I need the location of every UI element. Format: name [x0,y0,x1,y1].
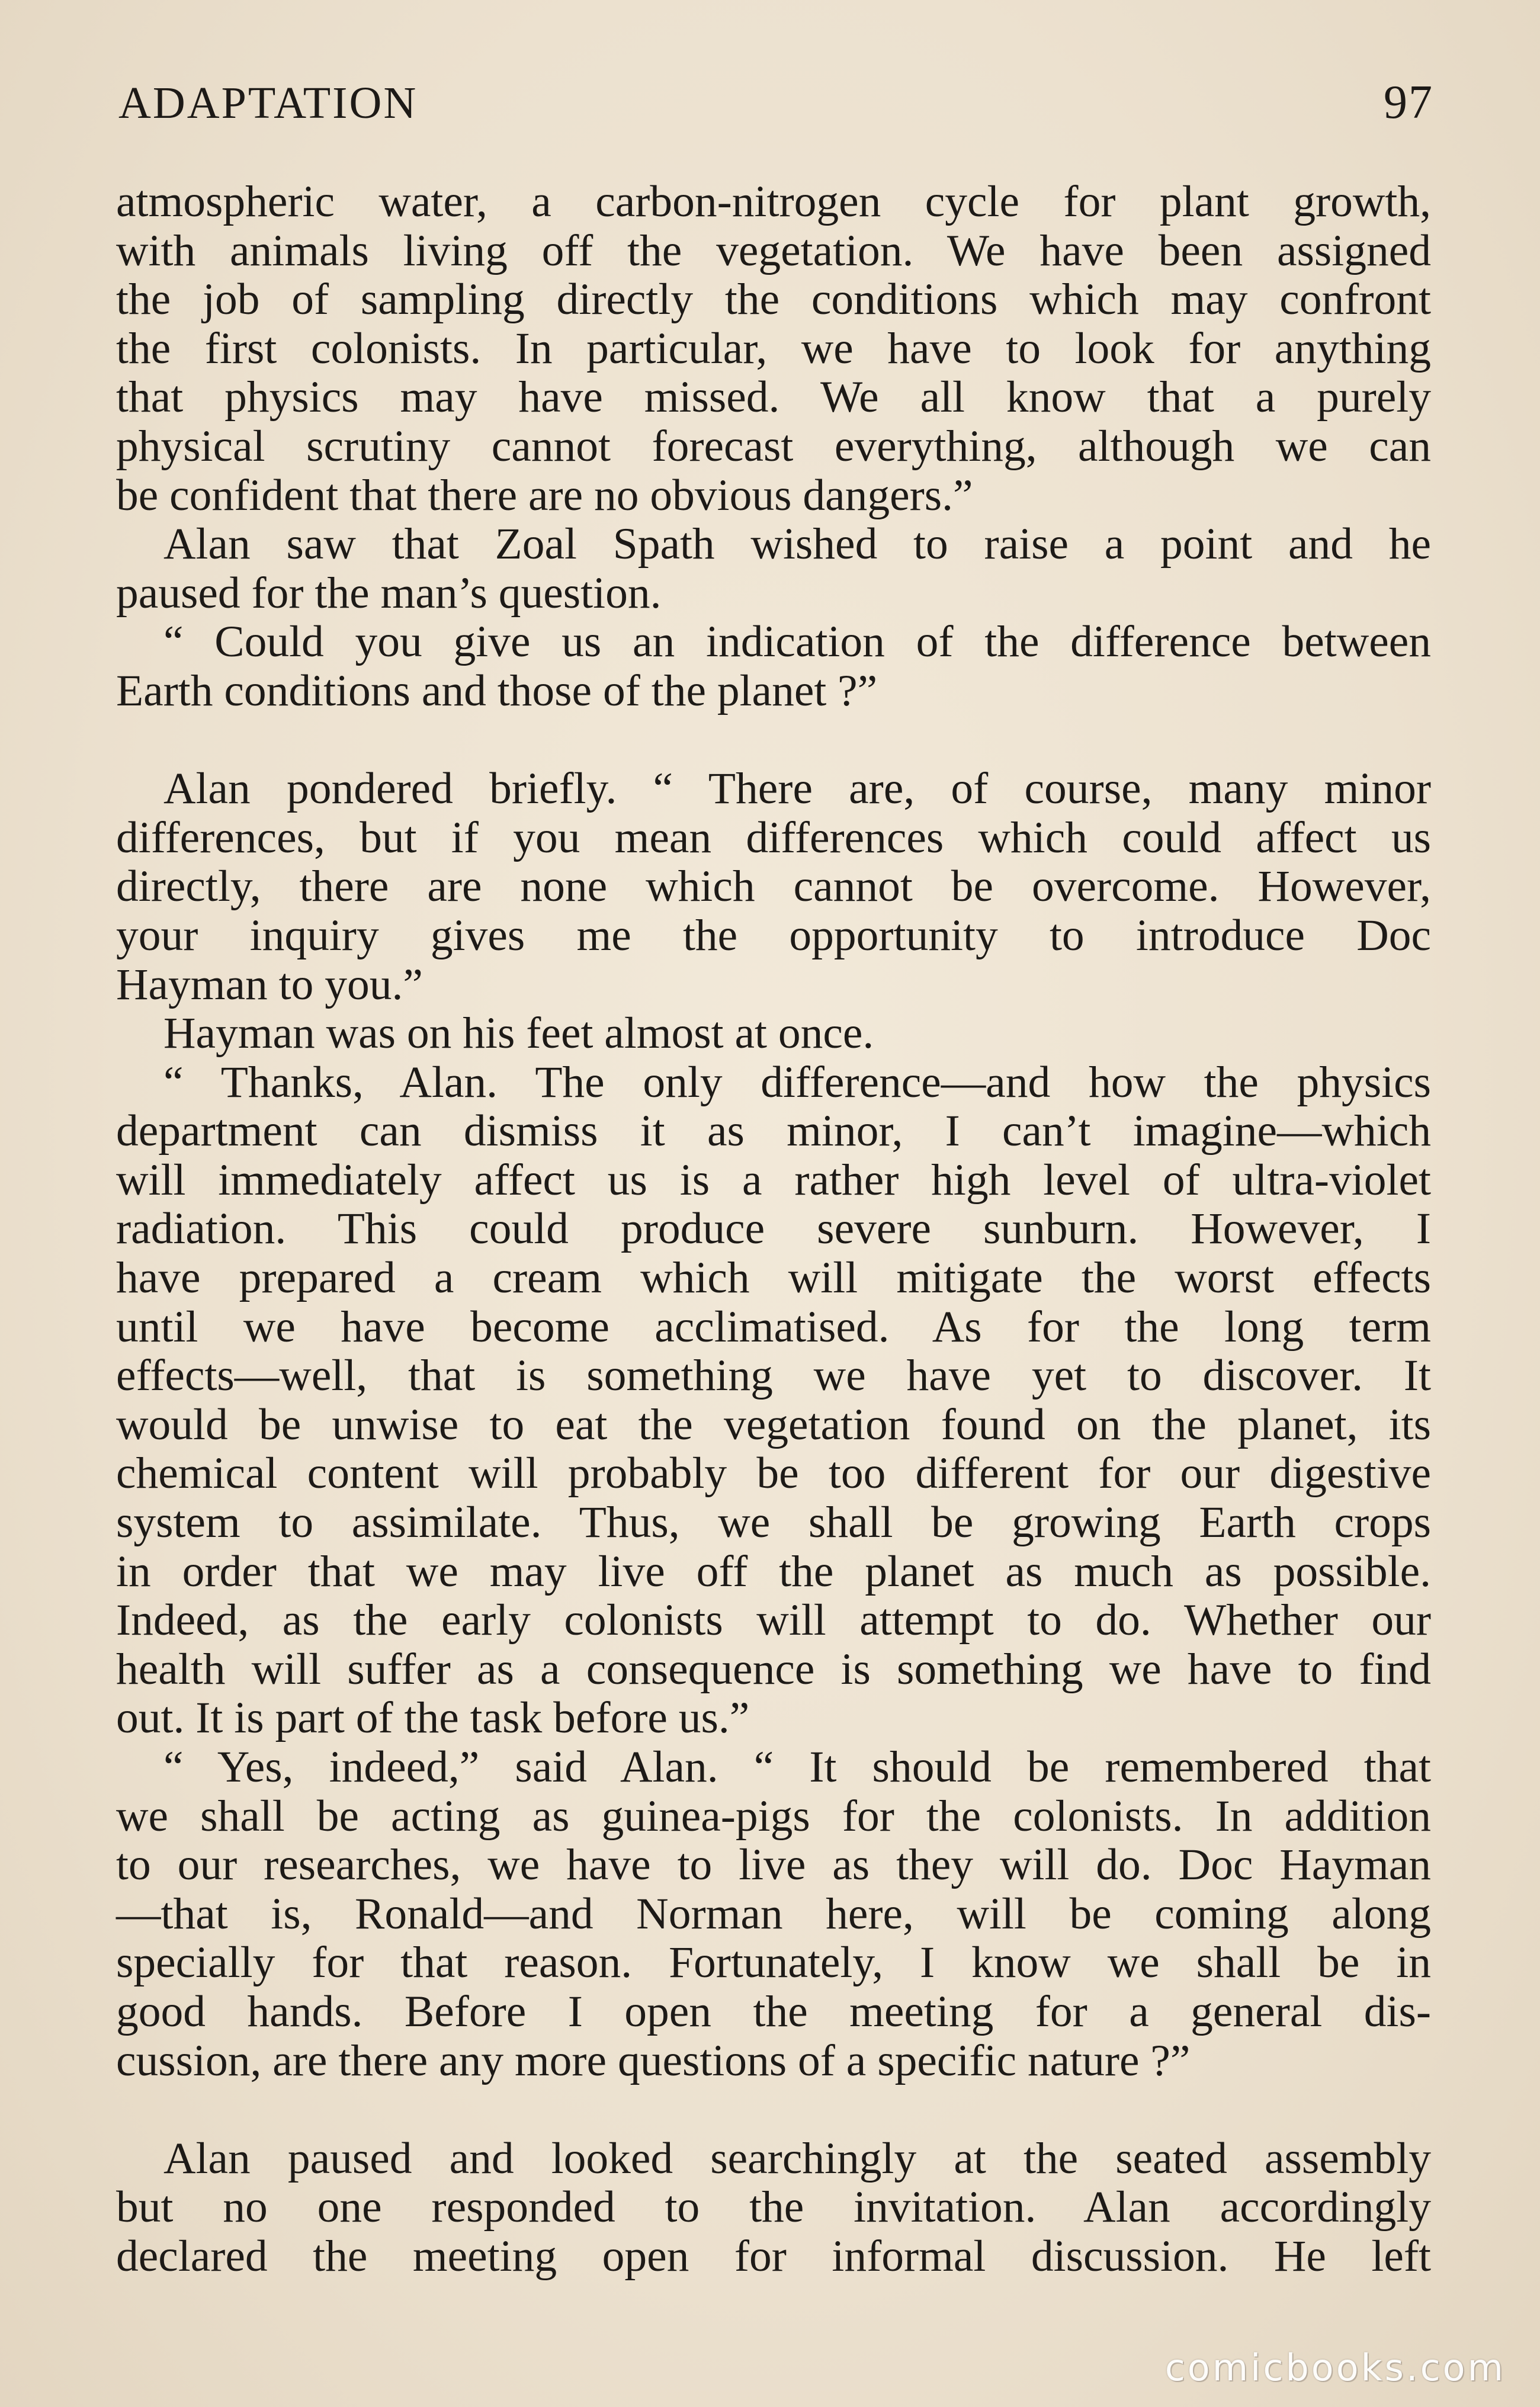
text-line: effects—well, that is something we have yet to discover. It [116,1351,1431,1401]
text-line: paused for the man’s question. [116,568,662,618]
text-line: to our researches, we have to live as they will do. Doc Hayman [116,1840,1431,1890]
text-line: health will suffer as a consequence is something we have to find [116,1644,1431,1694]
body-text [116,178,1431,2281]
text-line: would be unwise to eat the vegetation found on the planet, its [116,1400,1431,1449]
text-line: the job of sampling directly the conditions which may confront [116,275,1431,325]
text-line: declared the meeting open for informal discussion. He left [116,2231,1431,2281]
text-line: “ Could you give us an indication of the difference between [163,617,1431,667]
text-line: cussion, are there any more questions of a specific nature ?” [116,2036,1191,2085]
text-line: system to assimilate. Thus, we shall be growing Earth crops [116,1498,1431,1548]
text-line: we shall be acting as guinea-pigs for the colonists. In addition [116,1791,1431,1841]
text-line: but no one responded to the invitation. Alan accordingly [116,2183,1431,2232]
text-line: department can dismiss it as minor, I can’t imagine—which [116,1106,1431,1156]
text-line: Alan pondered briefly. “ There are, of course, many minor [163,764,1431,814]
text-line: radiation. This could produce severe sunburn. However, I [116,1204,1431,1254]
text-line: “ Yes, indeed,” said Alan. “ It should be remembered that [163,1742,1431,1792]
text-line: specially for that reason. Fortunately, I know we shall be in [116,1938,1431,1988]
text-line: Alan saw that Zoal Spath wished to raise a point and he [163,519,1431,569]
text-line: atmospheric water, a carbon-nitrogen cycle for plant growth, [116,177,1431,226]
text-line: directly, there are none which cannot be overcome. However, [116,862,1431,912]
page-number: 97 [1384,76,1433,129]
text-line: in order that we may live off the planet as much as possible. [116,1546,1431,1596]
text-line: the first colonists. In particular, we have to look for anything [116,323,1431,373]
text-line: chemical content will probably be too different for our digestive [116,1449,1431,1498]
text-line: physical scrutiny cannot forecast everything, although we can [116,421,1431,471]
text-line: until we have become acclimatised. As for the long term [116,1302,1431,1352]
text-line: Hayman was on his feet almost at once. [163,1009,874,1058]
text-line: be confident that there are no obvious dangers.” [116,470,973,520]
text-line: differences, but if you mean differences which could affect us [116,813,1431,862]
text-line: that physics may have missed. We all know that a purely [116,373,1431,422]
text-line: with animals living off the vegetation. We have been assigned [116,226,1431,275]
paragraph-gap [116,716,1431,765]
text-line: out. It is part of the task before us.” [116,1693,750,1743]
text-line: good hands. Before I open the meeting for a general dis- [116,1986,1431,2036]
text-line: Alan paused and looked searchingly at the seated assembly [163,2133,1431,2183]
paragraph-gap [116,2085,1431,2135]
watermark: comicbooks.com [1164,2346,1506,2389]
running-head [118,76,1433,135]
text-line: have prepared a cream which will mitigate the worst effects [116,1253,1431,1303]
text-line: Hayman to you.” [116,959,423,1009]
text-line: will immediately affect us is a rather high level of ultra-violet [116,1155,1431,1205]
chapter-title: ADAPTATION [118,78,418,128]
text-line: your inquiry gives me the opportunity to introduce Doc [116,910,1431,960]
text-line: Earth conditions and those of the planet ?” [116,666,878,715]
text-line: “ Thanks, Alan. The only difference—and how the physics [163,1057,1431,1107]
text-line: —that is, Ronald—and Norman here, will be coming along [116,1889,1431,1939]
text-line: Indeed, as the early colonists will attempt to do. Whether our [116,1596,1431,1645]
